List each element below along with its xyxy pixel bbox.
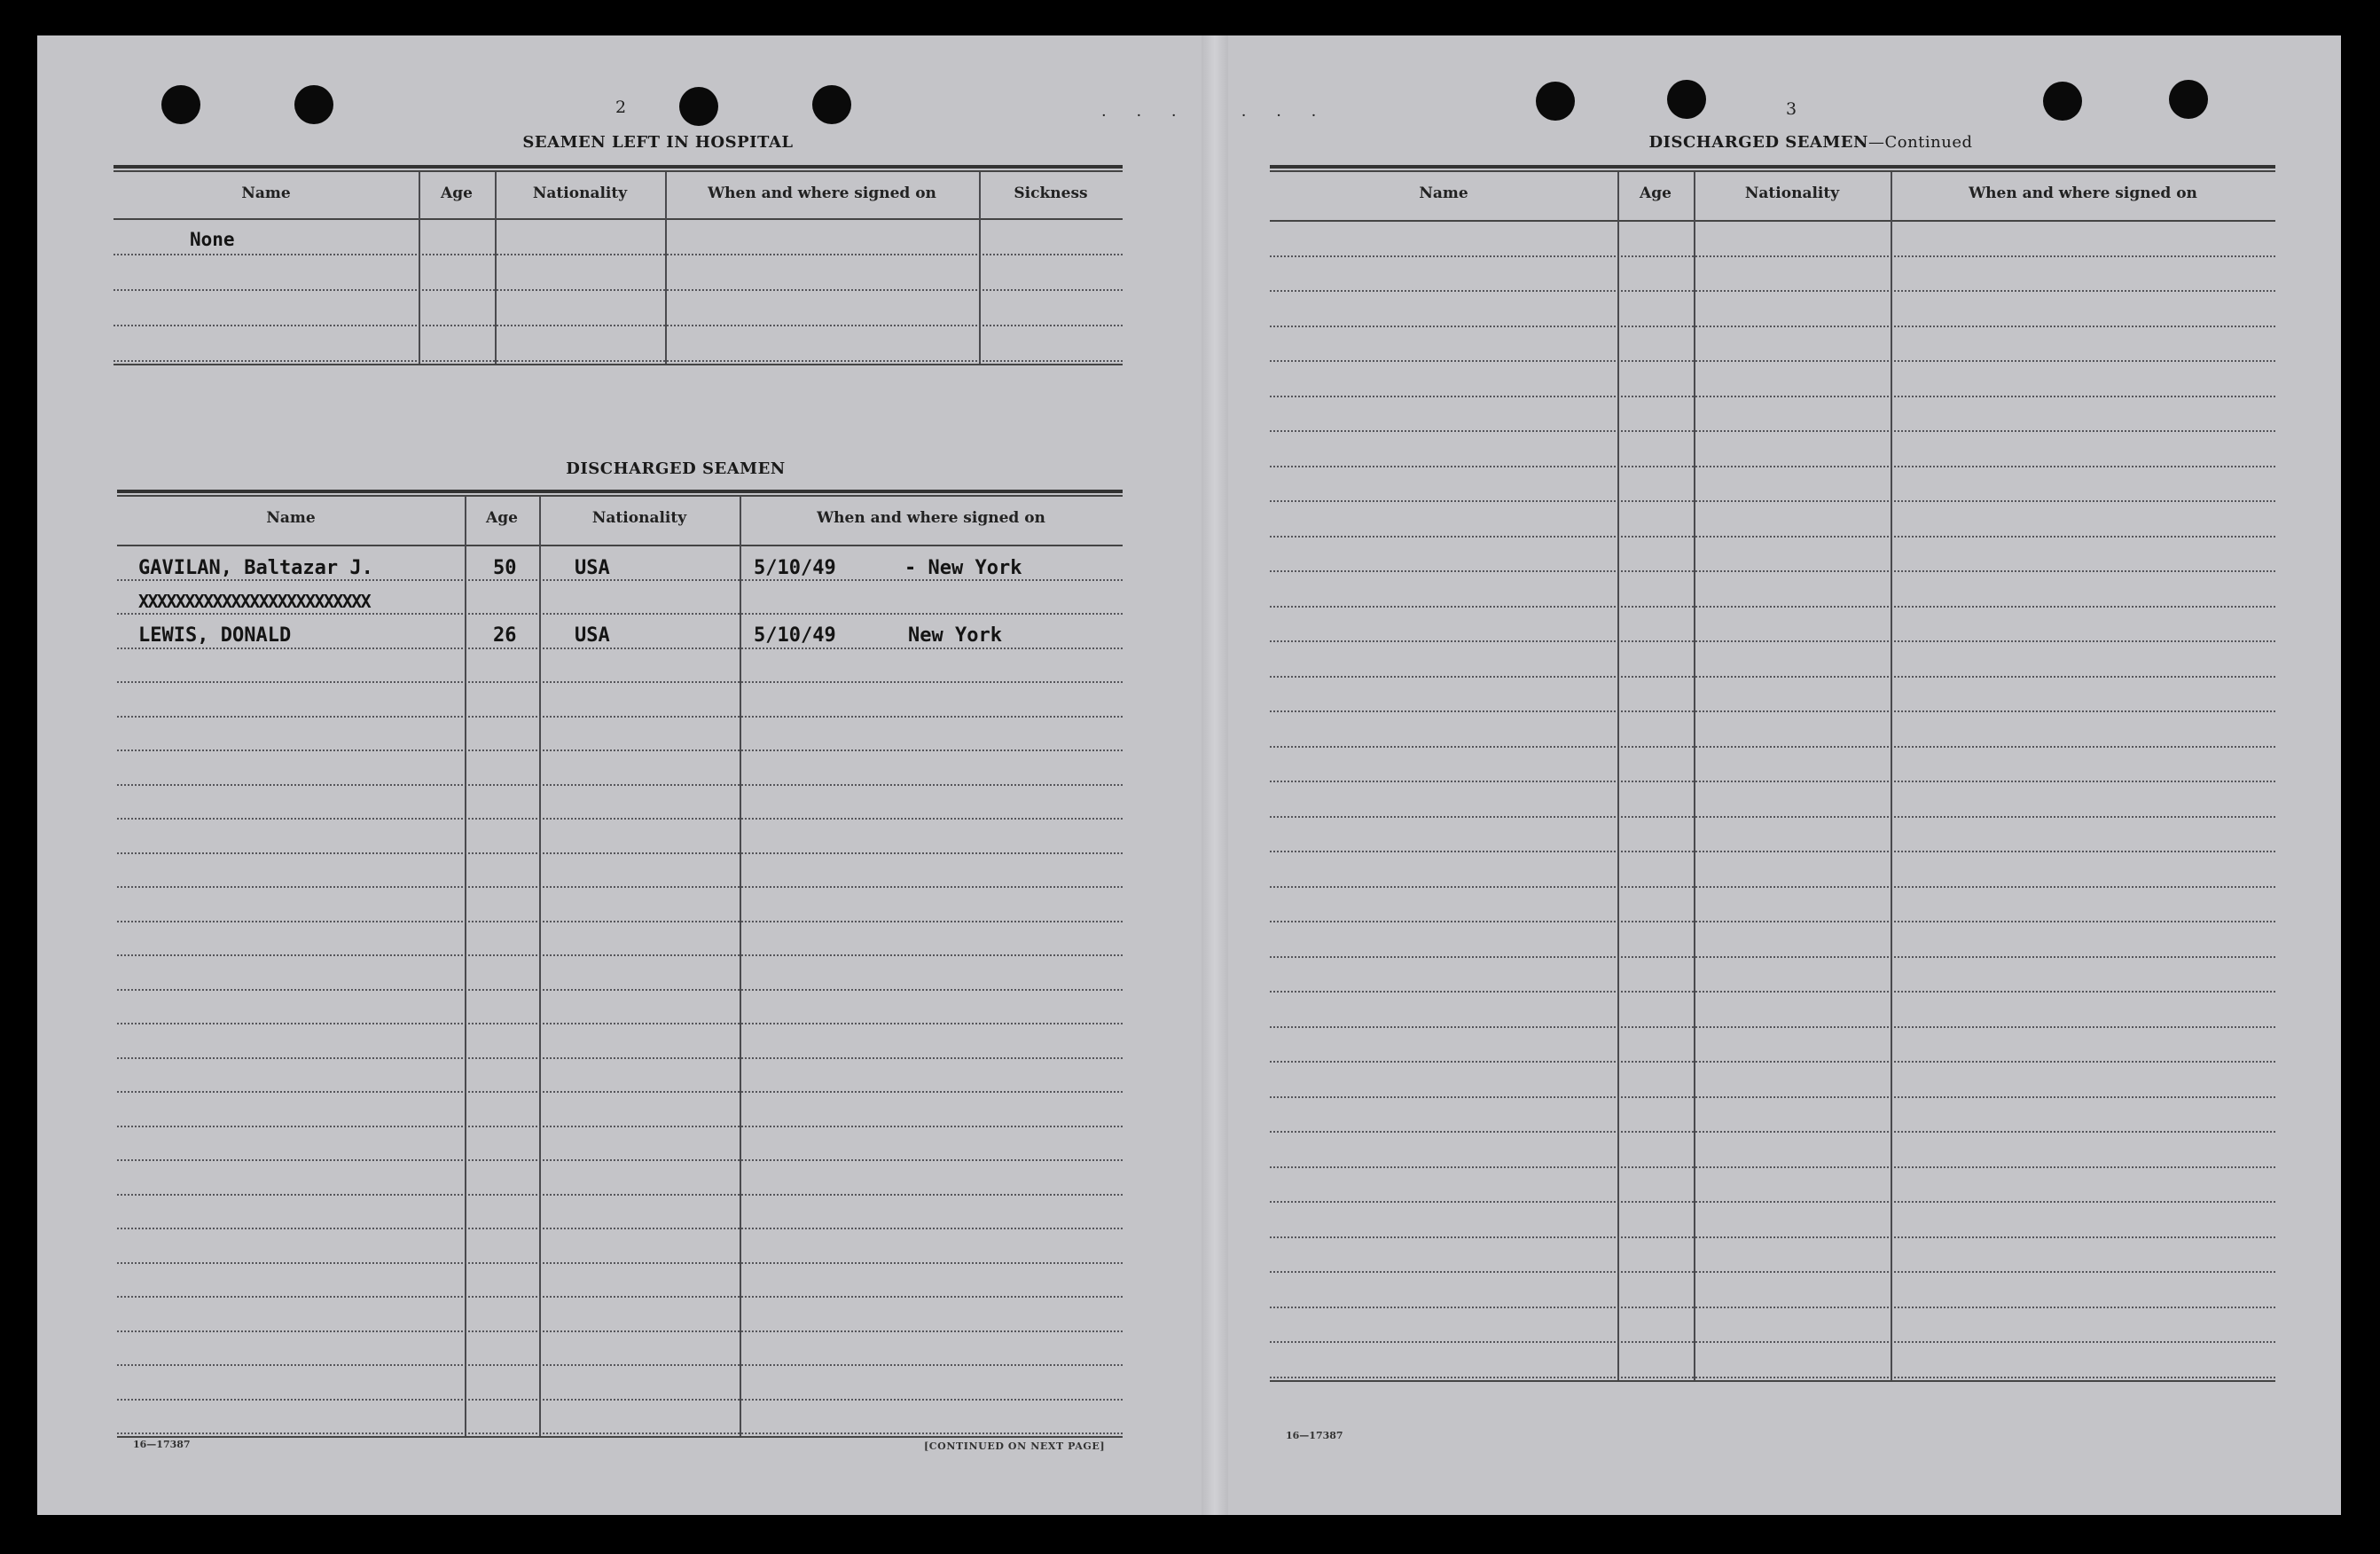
- continued-row-rule: [1270, 430, 2275, 432]
- discharged-col-rule: [740, 497, 741, 1436]
- continued-row-rule: [1270, 255, 2275, 257]
- continued-row-rule: [1270, 1307, 2275, 1308]
- continued-top-rule-inner: [1270, 170, 2275, 172]
- discharged-bottom-rule: [117, 1436, 1123, 1438]
- row1-name: GAVILAN, Baltazar J.: [138, 557, 373, 579]
- discharged-row-rule: [117, 1023, 1123, 1024]
- continued-row-rule: [1270, 606, 2275, 608]
- continued-header-nationality: Nationality: [1744, 184, 1840, 202]
- continued-row-rule: [1270, 360, 2275, 362]
- hospital-header-name: Name: [241, 184, 291, 202]
- continued-col-rule: [1617, 172, 1619, 1380]
- row3-nationality: USA: [575, 624, 610, 647]
- continued-row-rule: [1270, 1236, 2275, 1238]
- continued-row-rule: [1270, 1096, 2275, 1098]
- discharged-row-rule: [117, 954, 1123, 956]
- ink-specks: · · · · · ·: [1101, 106, 1329, 125]
- row3-date: 5/10/49: [754, 624, 836, 647]
- hospital-row-rule: [114, 360, 1123, 362]
- continued-row-rule: [1270, 466, 2275, 467]
- row3-name: LEWIS, DONALD: [138, 624, 292, 647]
- discharged-row-rule: [117, 1126, 1123, 1127]
- continued-row-rule: [1270, 1271, 2275, 1273]
- document-sheet: [37, 35, 2341, 1515]
- continued-header-age: Age: [1640, 184, 1671, 202]
- discharged-section-title: DISCHARGED SEAMEN: [566, 459, 786, 478]
- discharged-row-rule: [117, 1364, 1123, 1366]
- discharged-row-rule: [117, 1262, 1123, 1264]
- hospital-header-nationality: Nationality: [532, 184, 628, 202]
- row2-struck-name: XXXXXXXXXXXXXXXXXXXXXXXXX: [138, 591, 371, 612]
- punch-hole: [1667, 80, 1706, 119]
- right-title-main: DISCHARGED SEAMEN: [1648, 133, 1868, 152]
- discharged-header-name: Name: [266, 509, 316, 527]
- hospital-bottom-rule: [114, 364, 1123, 365]
- discharged-header-when-and-where-signed-on: When and where signed on: [817, 509, 1045, 527]
- hospital-header-rule: [114, 218, 1123, 220]
- continued-row-rule: [1270, 921, 2275, 922]
- hospital-header-age: Age: [441, 184, 473, 202]
- discharged-row-rule: [117, 750, 1123, 751]
- continued-row-rule: [1270, 1166, 2275, 1168]
- discharged-header-nationality: Nationality: [591, 509, 687, 527]
- hospital-row-rule: [114, 254, 1123, 255]
- continued-top-rule: [1270, 165, 2275, 169]
- hospital-none-entry: None: [190, 229, 235, 250]
- continued-row-rule: [1270, 640, 2275, 642]
- discharged-row-rule: [117, 716, 1123, 718]
- row3-place: New York: [908, 624, 1002, 647]
- continued-row-rule: [1270, 1131, 2275, 1133]
- continued-row-rule: [1270, 816, 2275, 818]
- discharged-row-rule: [117, 1228, 1123, 1229]
- discharged-col-rule: [465, 497, 466, 1436]
- punch-hole: [161, 85, 200, 124]
- hospital-header-sickness: Sickness: [1014, 184, 1088, 202]
- continued-row-rule: [1270, 710, 2275, 712]
- left-page-number: 2: [615, 98, 627, 117]
- discharged-row-rule: [117, 852, 1123, 854]
- discharged-row-rule: [117, 989, 1123, 991]
- right-title-suffix: —Continued: [1867, 133, 1973, 152]
- continued-note: [CONTINUED ON NEXT PAGE]: [924, 1440, 1106, 1452]
- discharged-row-rule: [117, 1194, 1123, 1196]
- discharged-row-rule: [117, 613, 1123, 615]
- continued-row-rule: [1270, 536, 2275, 538]
- right-page-number: 3: [1786, 99, 1797, 119]
- continued-row-rule: [1270, 1201, 2275, 1203]
- continued-row-rule: [1270, 290, 2275, 292]
- continued-row-rule: [1270, 956, 2275, 958]
- discharged-row-rule: [117, 648, 1123, 649]
- hospital-section-title: SEAMEN LEFT IN HOSPITAL: [522, 133, 794, 152]
- right-section-title: [1616, 133, 2006, 152]
- right-form-code: 16—17387: [1286, 1430, 1343, 1441]
- row1-place: - New York: [904, 557, 1022, 579]
- discharged-row-rule: [117, 1057, 1123, 1059]
- continued-row-rule: [1270, 1341, 2275, 1343]
- continued-bottom-rule: [1270, 1380, 2275, 1382]
- discharged-row-rule: [117, 1432, 1123, 1434]
- discharged-row-rule: [117, 1399, 1123, 1401]
- discharged-row-rule: [117, 1296, 1123, 1298]
- continued-row-rule: [1270, 1061, 2275, 1063]
- continued-row-rule: [1270, 851, 2275, 852]
- row1-date: 5/10/49: [754, 557, 836, 579]
- hospital-row-rule: [114, 289, 1123, 291]
- discharged-row-rule: [117, 886, 1123, 888]
- discharged-row-rule: [117, 1330, 1123, 1332]
- continued-row-rule: [1270, 781, 2275, 782]
- row1-age: 50: [493, 557, 517, 579]
- hospital-top-rule: [114, 165, 1123, 169]
- discharged-row-rule: [117, 921, 1123, 922]
- continued-header-name: Name: [1419, 184, 1468, 202]
- continued-row-rule: [1270, 991, 2275, 993]
- discharged-top-rule: [117, 490, 1123, 493]
- continued-row-rule: [1270, 1026, 2275, 1028]
- continued-row-rule: [1270, 886, 2275, 888]
- discharged-row-rule: [117, 681, 1123, 683]
- discharged-row-rule: [117, 784, 1123, 786]
- left-form-code: 16—17387: [133, 1439, 191, 1450]
- continued-header-rule: [1270, 220, 2275, 222]
- discharged-col-rule: [539, 497, 541, 1436]
- punch-hole: [679, 87, 718, 126]
- continued-header-when-and-where-signed-on: When and where signed on: [1969, 184, 2197, 202]
- punch-hole: [1536, 82, 1575, 121]
- continued-row-rule: [1270, 500, 2275, 502]
- continued-col-rule: [1891, 172, 1892, 1380]
- punch-hole: [2043, 82, 2082, 121]
- continued-col-rule: [1694, 172, 1695, 1380]
- continued-row-rule: [1270, 676, 2275, 678]
- hospital-header-when-and-where-signed-on: When and where signed on: [708, 184, 936, 202]
- punch-hole: [812, 85, 851, 124]
- punch-hole: [2169, 80, 2208, 119]
- punch-hole: [294, 85, 333, 124]
- discharged-row-rule: [117, 818, 1123, 820]
- continued-row-rule: [1270, 570, 2275, 572]
- discharged-row-rule: [117, 1091, 1123, 1093]
- continued-row-rule: [1270, 746, 2275, 748]
- hospital-row-rule: [114, 325, 1123, 326]
- discharged-top-rule-inner: [117, 495, 1123, 497]
- page-fold: [1202, 35, 1228, 1515]
- continued-row-rule: [1270, 326, 2275, 327]
- hospital-top-rule-inner: [114, 170, 1123, 172]
- continued-row-rule: [1270, 1377, 2275, 1378]
- discharged-row-rule: [117, 1159, 1123, 1161]
- discharged-header-rule: [117, 545, 1123, 546]
- discharged-header-age: Age: [486, 509, 518, 527]
- continued-row-rule: [1270, 396, 2275, 397]
- row3-age: 26: [493, 624, 517, 647]
- row1-nationality: USA: [575, 557, 610, 579]
